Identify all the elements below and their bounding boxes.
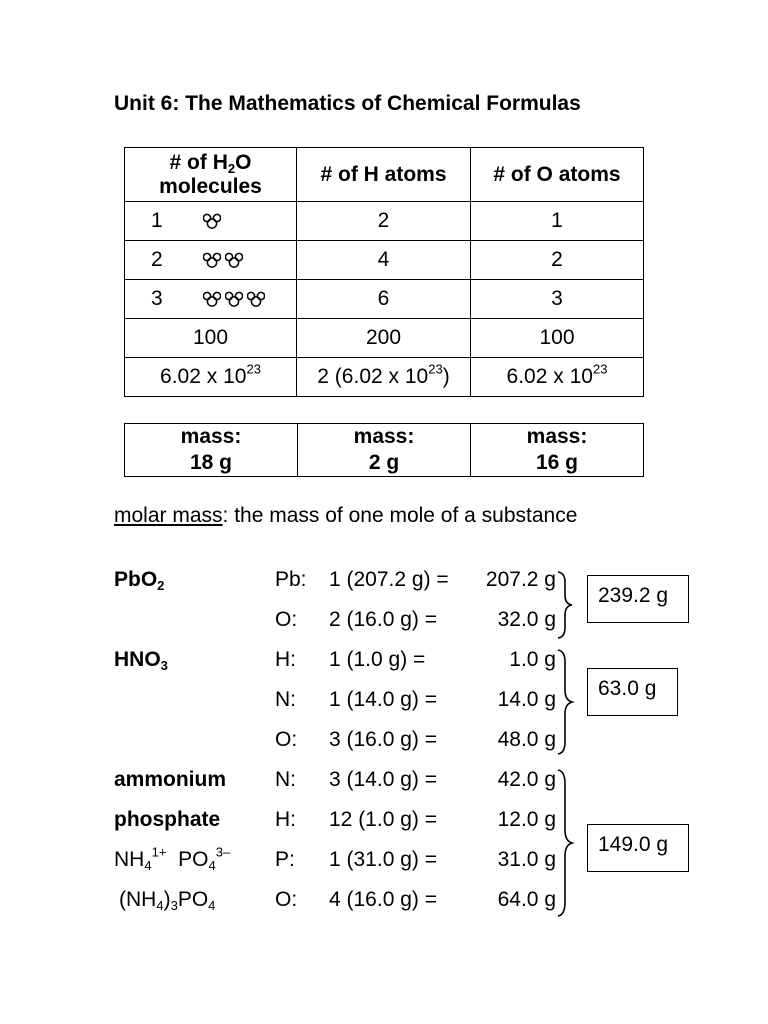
compound-formula-pbo2: PbO$_2$ — [114, 568, 165, 593]
mass-cell: mass: 2 g — [298, 424, 471, 477]
table-row — [125, 241, 644, 280]
molecule-count-cell: 100 — [125, 319, 297, 358]
compound-formula-hno3: $HNO_3$ — [114, 648, 168, 673]
element-symbol: O: — [275, 608, 298, 631]
o-atoms-cell: 1 — [471, 202, 644, 241]
o-atoms-cell: 100 — [471, 319, 644, 358]
molecule-atom-table — [124, 147, 644, 397]
water-molecule-icon — [225, 291, 243, 307]
element-symbol: P: — [275, 848, 295, 871]
mass-expression: 3 (16.0 g) = — [329, 728, 437, 751]
molar-mass-definition: molar mass: the mass of one mole of a substance — [114, 504, 578, 527]
water-molecule-icon — [247, 291, 265, 307]
curly-brace — [554, 570, 580, 640]
mass-value: 1.0 g — [509, 648, 556, 671]
header-h-atoms: # of H atoms — [297, 148, 471, 202]
total-mass-box: 149.0 g — [587, 824, 689, 872]
water-molecule-icon — [203, 213, 221, 229]
mass-value: 48.0 g — [497, 728, 556, 751]
total-mass-box: 63.0 g — [587, 668, 678, 716]
mass-expression: 4 (16.0 g) = — [329, 888, 437, 911]
molecule-count-cell: 6.02 x $10^{23}$ — [125, 358, 297, 397]
element-symbol: Pb: — [275, 568, 307, 591]
mass-expression: 1 (14.0 g) = — [329, 688, 437, 711]
o-atoms-cell: 2 — [471, 241, 644, 280]
header-o-atoms: # of O atoms — [471, 148, 644, 202]
element-symbol: H: — [275, 648, 296, 671]
mass-expression: 1 (207.2 g) = — [329, 568, 449, 591]
mass-value: 14.0 g — [497, 688, 556, 711]
h-atoms-cell: 2 — [297, 202, 471, 241]
compound-formula-ammonium-phosphate: $(NH_4)_3PO_4$ — [119, 888, 216, 913]
water-molecule-icon — [225, 252, 243, 268]
curly-brace — [554, 648, 580, 756]
table-row — [125, 319, 644, 358]
mass-cell: mass: 18 g — [125, 424, 298, 477]
mass-value: 42.0 g — [497, 768, 556, 791]
table-row — [125, 280, 644, 319]
mass-value: 31.0 g — [497, 848, 556, 871]
mass-value: 32.0 g — [497, 608, 556, 631]
compound-name: phosphate — [114, 808, 221, 831]
h-atoms-cell: 6 — [297, 280, 471, 319]
element-symbol: N: — [275, 768, 296, 791]
table-row — [125, 202, 644, 241]
mass-table — [124, 423, 644, 477]
mass-expression: 2 (16.0 g) = — [329, 608, 437, 631]
element-symbol: O: — [275, 888, 298, 911]
element-symbol: O: — [275, 728, 298, 751]
molecule-count-cell: 1 — [125, 202, 297, 241]
mass-value: 64.0 g — [497, 888, 556, 911]
element-symbol: H: — [275, 808, 296, 831]
mass-value: 207.2 g — [485, 568, 556, 591]
compound-name: ammonium — [114, 768, 227, 791]
table-row — [125, 358, 644, 397]
mass-expression: 12 (1.0 g) = — [329, 808, 437, 831]
ion-formulas: $NH_4^{1+}$ $PO_4^{3-}$ — [114, 844, 231, 873]
h-atoms-cell: 200 — [297, 319, 471, 358]
h-atoms-cell: 4 — [297, 241, 471, 280]
molecule-count-cell: 2 — [125, 241, 297, 280]
o-atoms-cell: 3 — [471, 280, 644, 319]
mass-expression: 1 (31.0 g) = — [329, 848, 437, 871]
mass-value: 12.0 g — [497, 808, 556, 831]
page-title: Unit 6: The Mathematics of Chemical Formulas — [114, 92, 581, 115]
header-h2o-molecules: # of $H_2O$ molecules — [125, 148, 297, 202]
mass-expression: 3 (14.0 g) = — [329, 768, 437, 791]
h-atoms-cell: 2 (6.02 x $10^{23}$) — [297, 358, 471, 397]
table-row — [125, 424, 644, 477]
table-header-row — [125, 148, 644, 202]
mass-cell: mass: 16 g — [471, 424, 644, 477]
water-molecule-icon — [203, 252, 221, 268]
o-atoms-cell: 6.02 x $10^{23}$ — [471, 358, 644, 397]
total-mass-box: 239.2 g — [587, 575, 689, 623]
mass-expression: 1 (1.0 g) = — [329, 648, 426, 671]
molecule-count-cell: 3 — [125, 280, 297, 319]
element-symbol: N: — [275, 688, 296, 711]
water-molecule-icon — [203, 291, 221, 307]
curly-brace — [554, 768, 580, 918]
